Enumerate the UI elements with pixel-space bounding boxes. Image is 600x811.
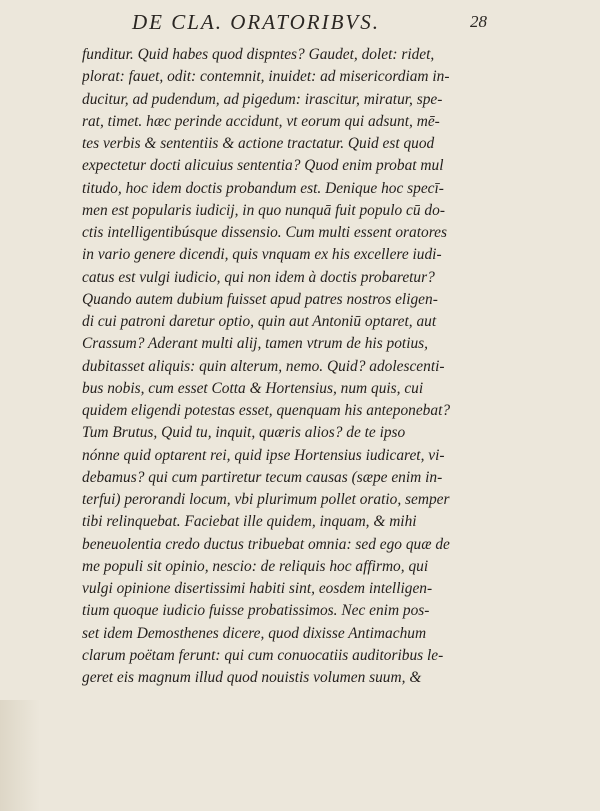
text-line: debamus? qui cum partiretur tecum causas (sæpe enim in- <box>82 468 443 486</box>
text-line: me populi sit opinio, nescio: de reliquis hoc affirmo, qui <box>82 557 429 575</box>
text-line: in vario genere dicendi, quis vnquam ex his excellere iudi- <box>82 246 442 264</box>
text-line: dubitasset aliquis: quin alterum, nemo. Quid? adolescenti- <box>82 357 445 375</box>
text-line: ctis intelligentibúsque dissensio. Cum multi essent oratores <box>82 224 447 241</box>
text-line: Crassum? Aderant multi alij, tamen vtrum de his potius, <box>82 335 429 353</box>
text-line: Tum Brutus, Quid tu, inquit, quæris alios? de te ipso <box>82 424 406 442</box>
text-line: quidem eligendi potestas esset, quenquam his anteponebat? <box>82 402 451 419</box>
text-line: nónne quid optarent rei, quid ipse Hortensius iudicaret, vi- <box>82 446 445 464</box>
text-line: terfui) perorandi locum, vbi plurimum pollet oratio, semper <box>82 491 450 508</box>
page-edge-shadow <box>0 700 40 811</box>
text-line: bus nobis, cum esset Cotta & Hortensius, num quis, cui <box>82 379 424 397</box>
running-head <box>0 8 600 40</box>
text-line: ducitur, ad pudendum, ad pigedum: irascitur, miratur, spe- <box>82 90 443 108</box>
text-line: set idem Demosthenes dicere, quod dixisse Antimachum <box>82 624 427 642</box>
text-line: catus est vulgi iudicio, qui non idem à doctis probaretur? <box>82 268 435 286</box>
running-title: DE CLA. ORATORIBVS. <box>132 10 380 34</box>
text-line: titudo, hoc idem doctis probandum est. Denique hoc specī- <box>82 179 444 197</box>
page-number: 28 <box>470 12 487 31</box>
text-line: men est popularis iudicij, in quo nunquā fuit populo cū do- <box>82 201 445 219</box>
text-line: tium quoque iudicio fuisse probatissimos. Nec enim pos- <box>82 602 430 620</box>
text-line: tes verbis & sententiis & actione tractatur. Quid est quod <box>82 135 435 152</box>
text-line: geret eis magnum illud quod nouistis volumen suum, & <box>82 669 422 686</box>
text-line: funditur. Quid habes quod dispntes? Gaudet, dolet: ridet, <box>82 46 435 63</box>
text-line: di cui patroni daretur optio, quin aut Antoniū optaret, aut <box>82 313 437 330</box>
text-line: tibi relinquebat. Faciebat ille quidem, inquam, & mihi <box>82 513 417 531</box>
body-text <box>82 44 520 689</box>
text-line: plorat: fauet, odit: contemnit, inuidet: ad misericordiam in- <box>82 68 450 86</box>
text-line: expectetur docti alicuius sententia? Quod enim probat mul <box>82 157 444 175</box>
text-line: vulgi opinione disertissimi habiti sint, eosdem intelligen- <box>82 580 433 597</box>
text-line: rat, timet. hæc perinde accidunt, vt eorum qui adsunt, mē- <box>82 112 440 130</box>
text-line: Quando autem dubium fuisset apud patres nostros eligen- <box>82 290 438 308</box>
text-line: clarum poëtam ferunt: qui cum conuocatiis auditoribus le- <box>82 646 444 664</box>
text-line: beneuolentia credo ductus tribuebat omnia: sed ego quæ de <box>82 535 450 553</box>
